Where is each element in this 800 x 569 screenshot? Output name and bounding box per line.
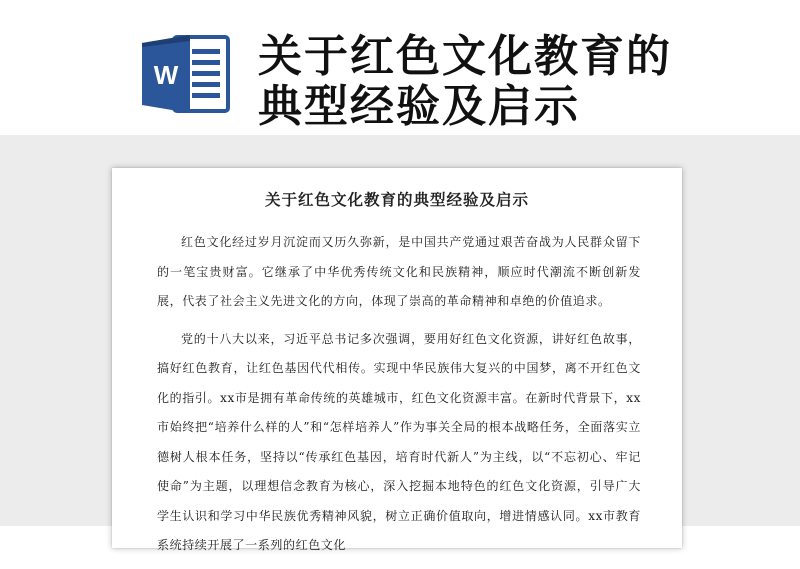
header-band xyxy=(0,0,800,135)
page-title xyxy=(258,32,778,132)
paragraph-1: 红色文化经过岁月沉淀而又历久弥新，是中国共产党通过艰苦奋战为人民群众留下的一笔宝贵财富。它继承了中华优秀传统文化和民族精神，顺应时代潮流不断创新发展，代表了社会主义先进文化的方向，体现了崇高的革命精神和卓绝的价值追求。 xyxy=(157,235,641,308)
paragraph-2: 党的十八大以来，习近平总书记多次强调，要用好红色文化资源，讲好红色故事，搞好红色教育，让红色基因代代相传。实现中华民族伟大复兴的中国梦，离不开红色文化的指引。xx市是拥有革命传统的英雄城市，红色文化资源丰富。在新时代背景下，xx市始终把“培养什么样的人”和“怎样培养人”作为事关全局的根本战略任务，全面落实立德树人根本任务，坚持以“传承红色基因，培育时代新人”为主线，以“不忘初心、牢记使命”为主题，以理想信念教育为核心，深入挖掘本地特色的红色文化资源，引导广大学生认识和学习中华民族优秀精神风貌，树立正确价值取向，增进情感认同。xx市教育系统持续开展了一系列的红色文化 xyxy=(157,331,641,552)
document-title: 关于红色文化教育的典型经验及启示 xyxy=(264,190,529,209)
page-title-line-1: 关于红色文化教育的 xyxy=(258,31,672,82)
document-body xyxy=(157,228,641,569)
word-icon-letter: W xyxy=(153,60,179,90)
word-document-icon xyxy=(140,33,232,115)
page-title-line-2: 典型经验及启示 xyxy=(258,81,580,132)
document-page xyxy=(112,168,682,552)
